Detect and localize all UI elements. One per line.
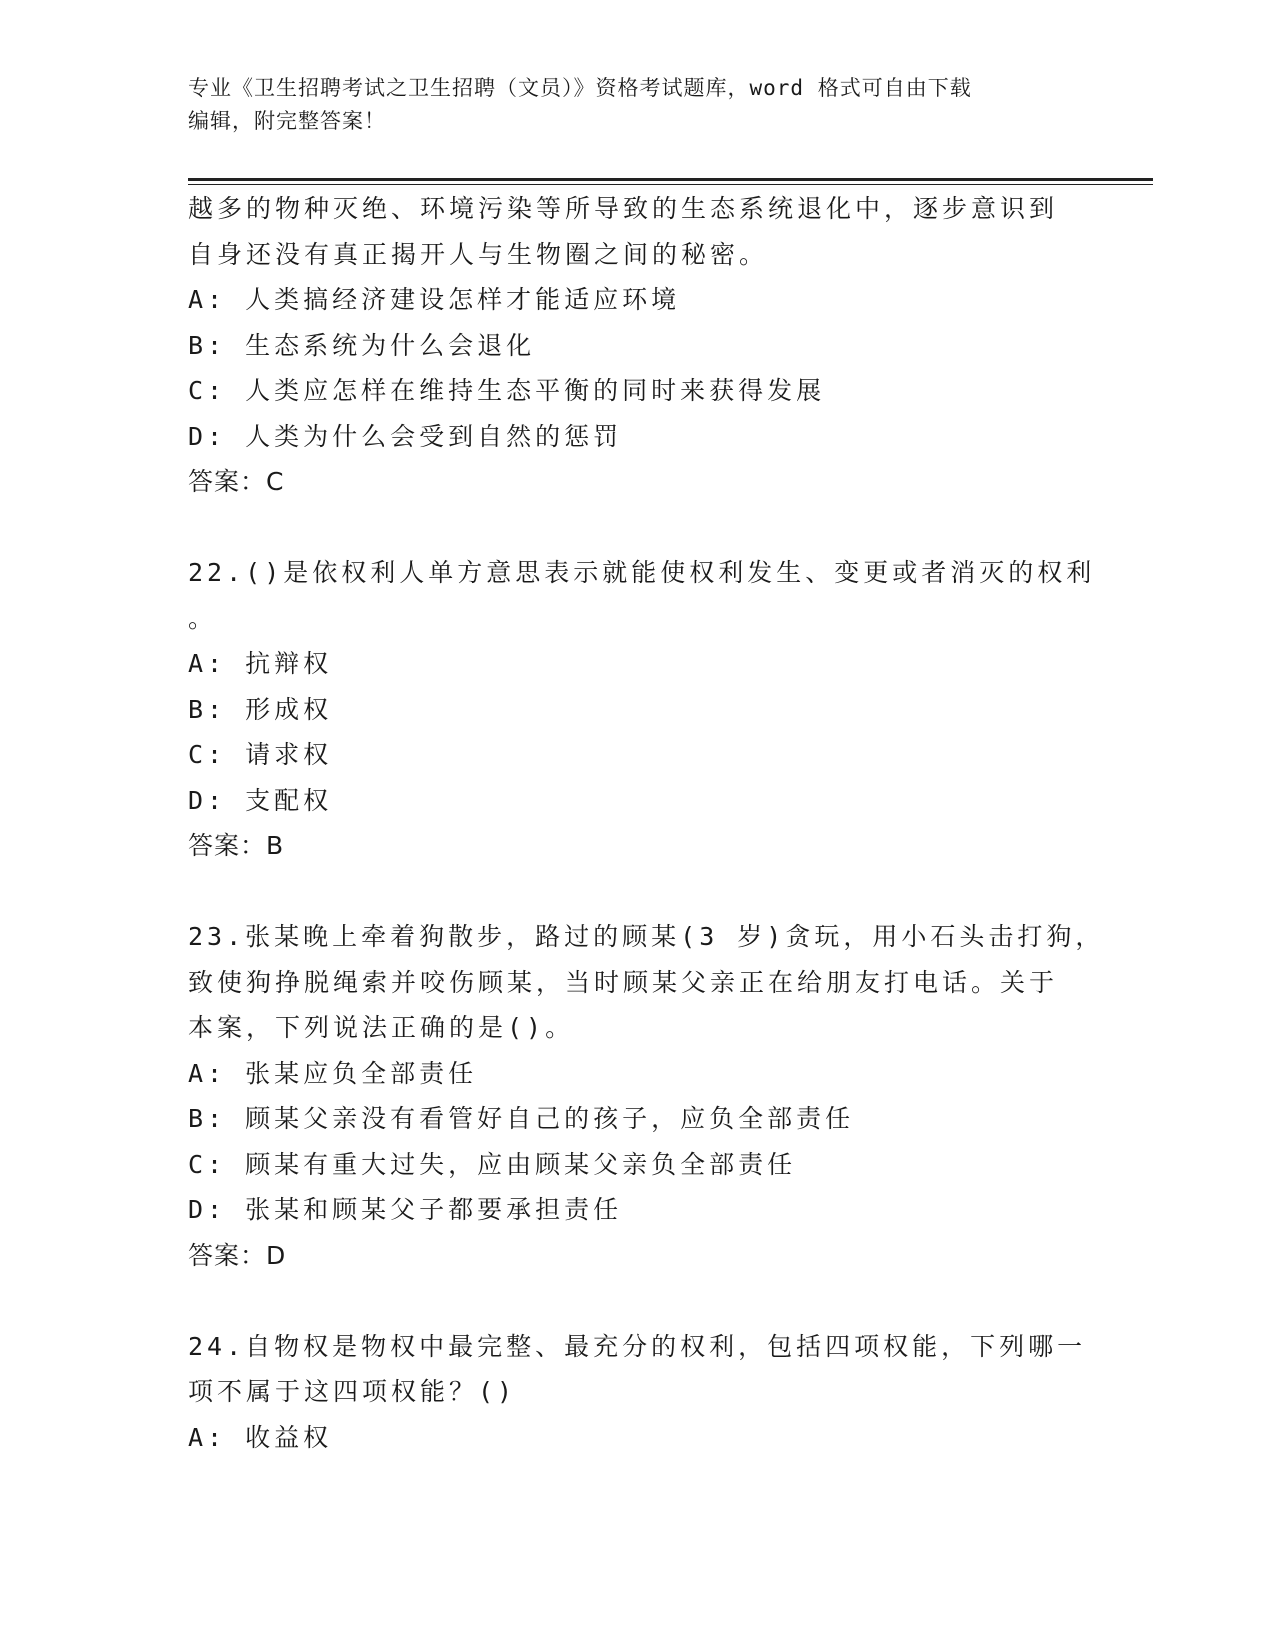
question-text-line: 项不属于这四项权能？() <box>188 1377 517 1406</box>
question-continued <box>188 186 1088 505</box>
option-b: B: 形成权 <box>188 694 333 724</box>
option-c: C: 人类应怎样在维持生态平衡的同时来获得发展 <box>188 376 826 405</box>
question-text-line: 致使狗挣脱绳索并咬伤顾某，当时顾某父亲正在给朋友打电话。关于 <box>188 967 1059 997</box>
question-text-line: 23.张某晚上牵着狗散步，路过的顾某(3 岁)贪玩，用小石头击打狗， <box>188 922 1105 951</box>
answer: 答案：D <box>188 1240 287 1270</box>
question-text-line: 本案，下列说法正确的是()。 <box>188 1013 575 1042</box>
option-a: A: 抗辩权 <box>188 649 333 678</box>
header-line-1: 专业《卫生招聘考试之卫生招聘（文员）》资格考试题库，word 格式可自由下载 <box>188 76 972 100</box>
answer: 答案：B <box>188 831 285 860</box>
question-text-line: 自身还没有真正揭开人与生物圈之间的秘密。 <box>188 239 769 269</box>
spacer <box>188 1278 1088 1324</box>
option-c: C: 请求权 <box>188 740 333 769</box>
spacer <box>188 505 1088 551</box>
question-text-line: 越多的物种灭绝、环境污染等所导致的生态系统退化中，逐步意识到 <box>188 194 1059 223</box>
question-text-line: 。 <box>188 603 218 633</box>
header-divider-thin <box>188 184 1153 185</box>
option-d: D: 张某和顾某父子都要承担责任 <box>188 1195 623 1224</box>
question-24 <box>188 1324 1088 1461</box>
option-b: B: 生态系统为什么会退化 <box>188 330 536 360</box>
answer: 答案：C <box>188 467 285 496</box>
option-b: B: 顾某父亲没有看管好自己的孩子，应负全部责任 <box>188 1104 855 1133</box>
option-a: A: 收益权 <box>188 1422 333 1452</box>
question-list <box>188 186 1105 1460</box>
question-22 <box>188 550 1096 869</box>
header-line-2: 编辑，附完整答案！ <box>188 109 386 133</box>
question-text-line: 22.()是依权利人单方意思表示就能使权利发生、变更或者消灭的权利 <box>188 558 1096 587</box>
header-divider-thick <box>188 178 1153 181</box>
spacer <box>188 869 1088 915</box>
option-a: A: 张某应负全部责任 <box>188 1058 478 1088</box>
option-d: D: 支配权 <box>188 785 333 815</box>
document-header <box>188 72 1068 138</box>
option-c: C: 顾某有重大过失，应由顾某父亲负全部责任 <box>188 1149 797 1179</box>
option-a: A: 人类搞经济建设怎样才能适应环境 <box>188 285 681 314</box>
option-d: D: 人类为什么会受到自然的惩罚 <box>188 421 623 451</box>
question-text-line: 24.自物权是物权中最完整、最充分的权利，包括四项权能，下列哪一 <box>188 1331 1087 1361</box>
question-23 <box>188 914 1105 1278</box>
